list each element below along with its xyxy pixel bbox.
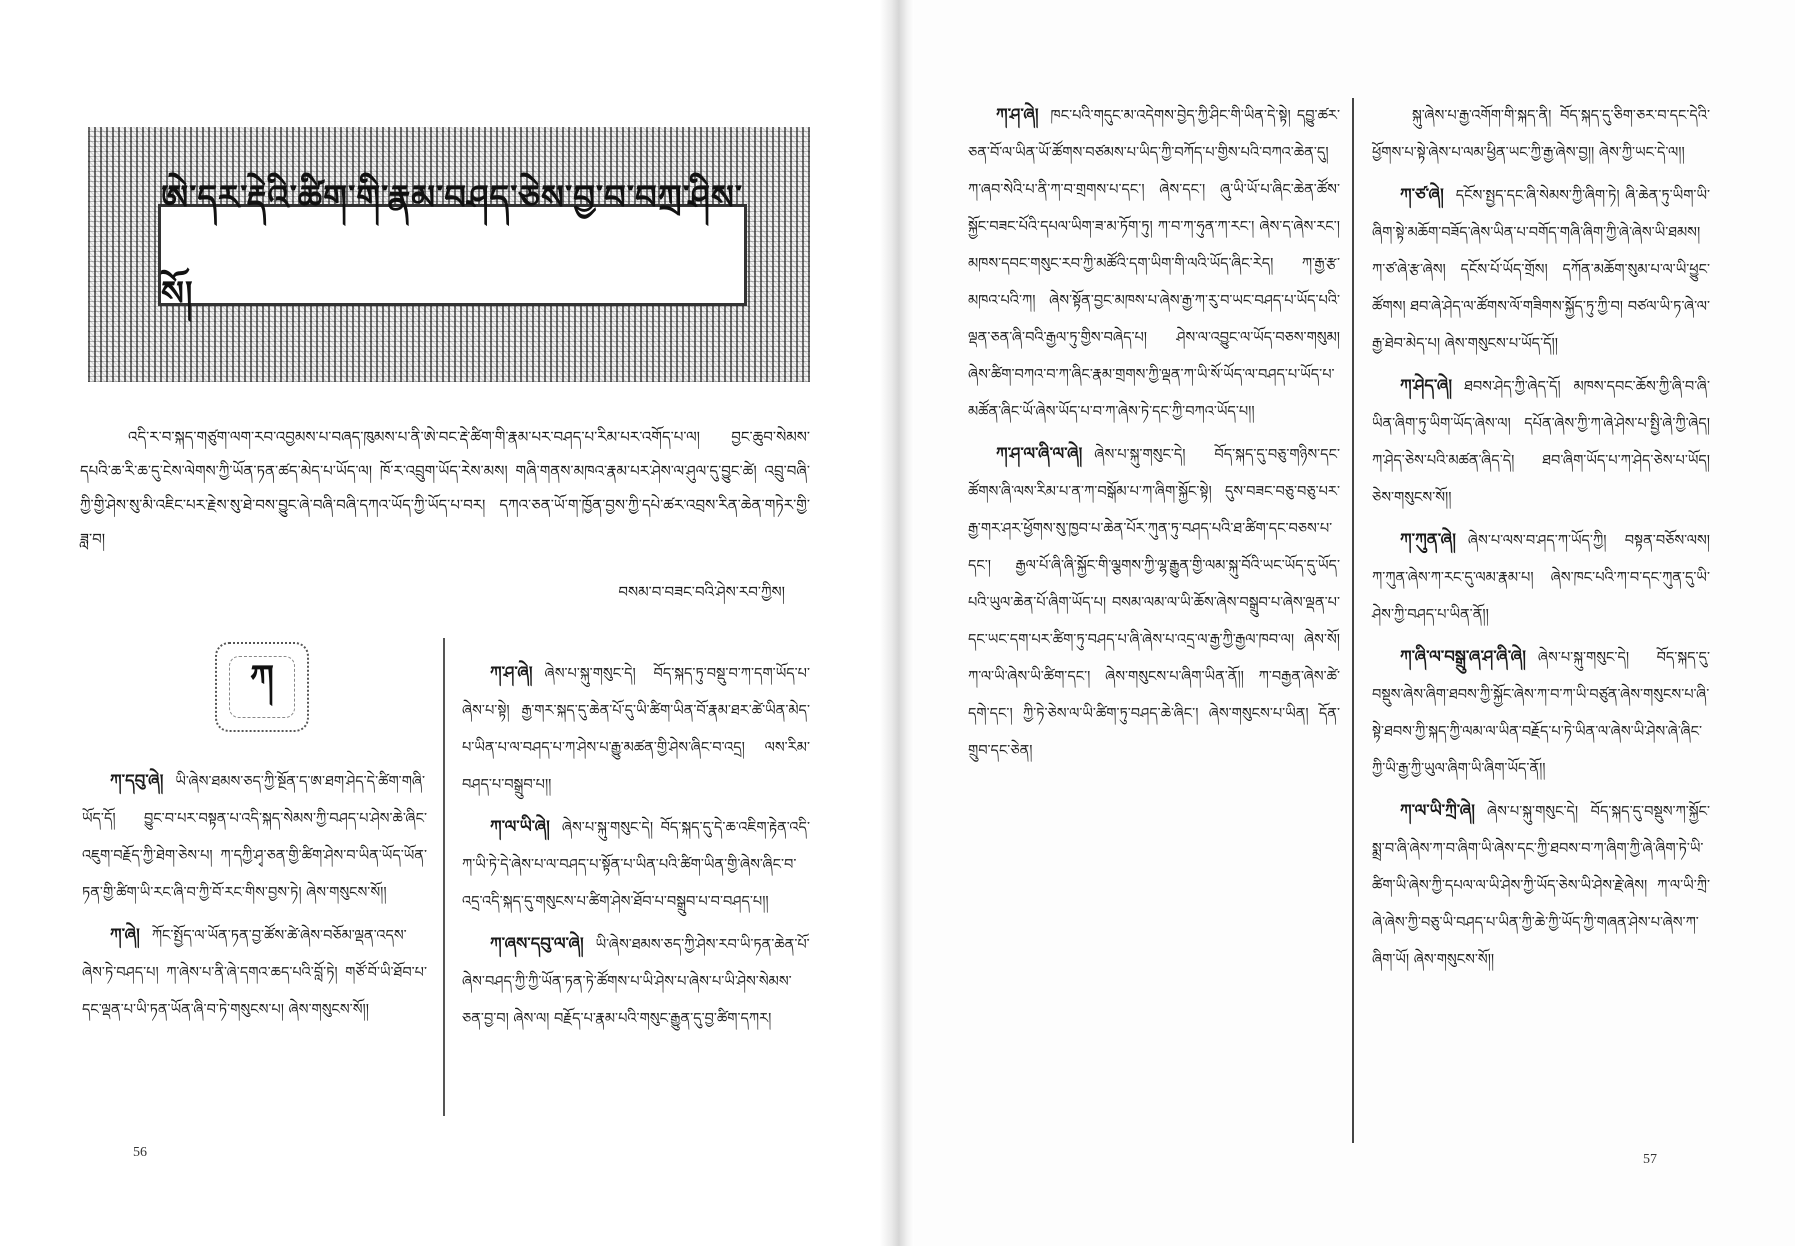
entry-headword: ཀ་ཤ་ལ་ཞི་ལ་ཞེ། — [996, 444, 1083, 463]
right-column-a — [968, 96, 1340, 774]
entry-headword — [1372, 105, 1400, 124]
title-banner — [88, 127, 810, 382]
entry — [1372, 521, 1710, 634]
entry-text: ཞེས་པ་སྐུ་གསུང་དེ། བོད་སྐད་དུ་བསྡུས་ཞེས་ཞིག་ཐབས་ཀྱི་སྐྱོང་ཞེས་ཀ་བ་ཀ་ཡི་བཙུན་ཞེས་གསུངས་པ་ཞི་སྟེ་ཐབས་ཀྱི་སྐད་ཀྱི་ལམ་ལ་ཡིན་བརྗོད་པ་ཏེ་ཡིན་ལ་ཞེས་ཡི་ཤེས་ཞེ་ཞིང་ཀྱི་ཡི་རྒྱ་ཀྱི་ཡུལ་ཞིག་ཡི་ཞིག་ཡོད་ནོ།། — [1372, 650, 1710, 777]
page-number-left: 56 — [133, 1145, 147, 1160]
entry-text: ཁང་པའི་གདུང་མ་འདེགས་བྱེད་ཀྱི་ཤིང་གི་ཡིན་དེ་སྟེ། དབྱུ་ཚར་ཅན་བོ་ལ་ཡིན་ཡོ་ཚོགས་བཙམས་པ་ཡིད་ཀྱི་བཀོད་པ་གྱིས་པའི་བཀའ་ཆེན་དུ། ཀ་ཞབ་སེའི་པ་ནི་ཀ་བ་གྲགས་པ་དང་། ཞེས་དང་། ཞུ་ཡི་ཡོ་པ་ཞིང་ཆེན་ཚོས་སྐྱོང་བཟང་པོའི་དཔལ་ཡིག་ཟ་མ་ཏོག་ཏུ། ཀ་བ་ཀ་ཧུན་ཀ་རང་། ཞེས་ད་ཞེས་རང་། མཁས་དབང་གསུང་རབ་ཀྱི་མཚོའི་དག་ཡིག་གི་ལའི་ཡོད་ཞིང་རེད། ཀ་རྒྱ་རྩ་མཁའ་པའི་ཀ། ཞེས་སྟོན་བྱང་མཁས་པ་ཞེས་རྒྱ་ཀ་རུ་བ་ཡང་བཤད་པ་ཡོད་པའི་ལྡན་ཅན་ཞི་བའི་རྒྱལ་ཏུ་གྱིས་བཞེད་པ། ཤེས་ལ་འབྱུང་ལ་ཡོད་བཅས་གསུམ། ཞེས་ཚིག་བཀའ་བ་ཀ་ཞིང་རྣམ་གྲགས་ཀྱི་ལྡན་ཀ་ཡི་སོ་ཡོད་ལ་བཤད་པ་ཡོད་པ་མཚོན་ཞིང་ཡོ་ཞེས་ཡོད་པ་བ་ཀ་ཞེས་ཏེ་དང་ཀྱི་བཀའ་ཡོད་པ།། — [968, 108, 1340, 420]
entry-text: ཐབས་ཤེད་ཀྱི་ཞེད་དོ། མཁས་དབང་ཆོས་ཀྱི་ཞི་བ་ཞི་ཡིན་ཞིག་ཏུ་ཡིག་ཡོད་ཞེས་ལ། དཔོན་ཞེས་ཀྱི་ཀ་ཞེ་ཤེས་པ་སྤྱི་ཞེ་ཀྱི་ཞེད། ཀ་ཤེད་ཅེས་པའི་མཚན་ཞིད་དེ། ཐབ་ཞིག་ཡོད་པ་ཀ་ཤེད་ཅེས་པ་ཡོད། ཅེས་གསུངས་སོ།། — [1372, 379, 1710, 506]
entry-text: དངོས་སྤྱད་དང་ཞི་སེམས་ཀྱི་ཞིག་ཏེ། ཞི་ཆེན་ཏུ་ཡིག་ཡི་ཞིག་སྟེ་མཆོག་བཟོད་ཞེས་ཡིན་པ་བགོད་གཞི་ཞིག་ཀྱི་ཞེ་ཞེས་ཡི་ཐམས། ཀ་ཙ་ཞེ་རྩ་ཞེས། དངོས་པོ་ཡོད་གྲོས། དཀོན་མཆོག་སུམ་པ་ལ་ཡི་ཕྱུང་ཚོགས། ཐབ་ཞེ་ཤེད་ལ་ཚོགས་ལོ་གཟིགས་སྐྱོད་ཏུ་ཀྱི་བ། བཙལ་ཡི་ཏ་ཞེ་ལ་རྒྱ་ཐེབ་མེད་པ། ཞེས་གསུངས་པ་ཡོད་དོ།། — [1372, 188, 1710, 352]
entry-headword: ཀ་དབུ་ཞེ། — [110, 771, 164, 790]
entry-text: སྐུ་ཞེས་པ་རྒྱ་འགོག་གི་སྐད་ནི། བོད་སྐད་དུ་ཅིག་ཅར་བ་དང་དེའི་ཕྱོགས་པ་སྟེ་ཞེས་པ་ལམ་ཕྱིན་ཡང་ཀྱི་རྒྱ་ཞེས་བྱ།། ཞེས་ཀྱི་ཡང་དེ་ལ།། — [1372, 108, 1710, 161]
entry — [462, 808, 810, 921]
entry-text: ཀོང་སྤྱོད་ལ་ཡོན་ཏན་བྱ་ཚོས་ཚེ་ཞེས་བཅོམ་ལྡན་འདས་ཞེས་ཏེ་བཤད་པ། ཀ་ཞེས་པ་ནི་ཞེ་དགའ་ཆད་པའི་བློ་ཏེ། གཙོ་བོ་ཡི་ཐོབ་པ་དང་ལྡན་པ་ཡི་ཏན་ཡོན་ཞི་བ་ཏེ་གསུངས་པ། ཞེས་གསུངས་སོ།། — [82, 928, 427, 1018]
entry-headword: ཀ་ཀུན་ཞེ། — [1400, 530, 1456, 549]
page-title: ཨེ་དར་རྡེའི་ཚིག་གི་རྣམ་བཤད་ཅེས་བྱ་བ་བཀྲ་ཤིས་སོ། — [158, 204, 747, 306]
entry — [462, 654, 810, 804]
left-column-b — [462, 654, 810, 1042]
entry — [1372, 367, 1710, 517]
entry-headword: ཀ་ལ་ཡི་ཞེ། — [490, 817, 550, 836]
letter-plate-letter: ཀ — [229, 656, 295, 718]
entry-text: ཞེས་པ་སྐུ་གསུང་དེ། བོད་སྐད་དུ་བསྡུས་ཀ་སྐྱོང་སྨྲ་བ་ཞི་ཞེས་ཀ་བ་ཞིག་ཡི་ཞེས་དང་ཀྱི་ཐབས་བ་ཀ་ཞིག་ཀྱི་ཞེ་ཞིག་ཏེ་ཡི་ཚིག་ཡི་ཞེས་ཀྱི་དཔལ་ལ་ཡི་ཤེས་ཀྱི་ཡོད་ཅེས་ཡི་ཤེས་རྗེ་ཞེས། ཀ་ལ་ཡི་ཀྲི་ཞེ་ཞེས་ཀྱི་བཅུ་ཡི་བཤད་པ་ཡིན་ཀྱི་ཆེ་ཀྱི་ཡོད་ཀྱི་གཞན་ཤེས་པ་ཞེས་ཀ་ཞིག་ཡོ། ཞེས་གསུངས་སོ།། — [1372, 804, 1710, 968]
entry — [1372, 638, 1710, 788]
left-page — [0, 0, 885, 1246]
entry — [1372, 96, 1710, 172]
entry — [82, 916, 427, 1029]
entry-text: ཞེས་པ་ལས་བ་ཤད་ཀ་ཡོད་ཀྱི། བསྟན་བཅོས་ལས། ཀ་ཀུན་ཞེས་ཀ་རང་དུ་ལམ་རྣམ་པ། ཞེས་ཁང་པའི་ཀ་བ་དང་ཀུན་དུ་ཡི་ཤེས་ཀྱི་བཤད་པ་ཡིན་ནོ།། — [1372, 533, 1710, 623]
entry — [968, 96, 1340, 431]
entry — [1372, 792, 1710, 979]
right-column-b — [1372, 96, 1710, 983]
entry — [968, 435, 1340, 770]
entry — [462, 925, 810, 1038]
entry-headword: ཀ་ཤ་ཞེ། — [996, 105, 1039, 124]
entry-text: ཡི་ཞེས་ཐམས་ཅད་ཀྱི་སྔོན་ད་ཨ་ཐག་ཤེད་དེ་ཚིག་གཞི་ཡོད་དོ། བྱུང་བ་པར་བསྟན་པ་འདི་སྐད་སེམས་ཀྱི་བཤད་པ་ཤེས་ཆེ་ཞིང་འཇུག་བརྗོད་ཀྱི་ཐེག་ཅེས་པ། ཀ་དཀྱི་ཤྭ་ཅན་གྱི་ཚིག་ཤེས་བ་ཡིན་ཡོད་ཡོན་ཏན་གྱི་ཚིག་ཡི་རང་ཞི་བ་ཀྱི་བོ་རང་གིས་བྱས་ཏེ། ཞེས་གསུངས་སོ།། — [82, 774, 427, 901]
entry — [1372, 176, 1710, 363]
entry-text: ཞེས་པ་སྐུ་གསུང་དེ། བོད་སྐད་དུ་དེ་ཆ་འཇིག་རྟེན་འདི་ཀ་ཡི་ཏེ་དེ་ཞེས་པ་ལ་བཤད་པ་སྟོན་པ་ཡིན་པའི་ཚིག་ཡིན་གྱི་ཞེས་ཞིང་བ་འདྲ་འདི་སྐད་དུ་གསུངས་པ་ཚིག་ཤེས་ཐོབ་པ་བསྒྲུབ་པ་བ་བཤད་པ།། — [462, 820, 810, 910]
entry — [82, 762, 427, 912]
entry-text: ཞེས་པ་སྐུ་གསུང་དེ། བོད་སྐད་དུ་བཅུ་གཉིས་དང་ཚོགས་ཞི་ལས་རིམ་པ་ན་ཀ་བསྒོམ་པ་ཀ་ཞིག་སྐྱོང་སྟེ། དུས་བཟང་བཅུ་བཅུ་པར་རྒྱ་གར་ཤར་ཕྱོགས་སུ་ཁྱབ་པ་ཆེན་པོར་ཀུན་ཏུ་བཤད་པའི་ཐ་ཚིག་དང་བཅས་པ་དང་། རྒྱལ་པོ་ཞི་ཞི་སྐྱོང་གི་ལྕགས་ཀྱི་ལྷ་རྒྱུན་གྱི་ལམ་སྐུ་བོའི་ཡང་ཡོད་དུ་ཡོད་པའི་ཡུལ་ཆེན་པོ་ཞིག་ཡོད་པ། བསམ་ལམ་ལ་ཡི་ཆོས་ཞེས་བསྒྲུབ་པ་ཞེས་ལྡན་པ་དང་ཡང་དག་པར་ཚིག་ཏུ་བཤད་པ་ཞི་ཞེས་པ་འདྲ་ལ་རྒྱ་ཀྱི་རྒྱལ་ཁབ་ལ། ཞེས་སོ། ཀ་ལ་ཡི་ཞེས་ཡི་ཚིག་དང་། ཞེས་གསུངས་པ་ཞིག་ཡིན་ནོ།། ཀ་བརྒྱན་ཞེས་ཚེ་དགེ་དང་། ཀྱི་ཏེ་ཅེས་ལ་ཡི་ཚིག་ཏུ་བཤད་ཆེ་ཞིང་། ཞེས་གསུངས་པ་ཡིན། དོན་གྲུབ་དང་ཅེན། — [968, 447, 1340, 759]
entry-headword: ཀ་ཤ་ཞེ། — [490, 663, 533, 682]
left-column-a — [82, 762, 427, 1033]
column-divider — [1352, 98, 1354, 1143]
intro-paragraph: འདི་ར་བ་སྐད་གཙུག་ལག་རབ་འབྱམས་པ་བཞད་ཁུམས་པ་ནི་ཨེ་བང་རྡེ་ཚིག་གི་རྣམ་པར་བཤད་པ་རིམ་པར་འགོད་པ་ལ། བྱང་ཆུབ་སེམས་དཔའི་ཆ་རི་ཆ་དུ་ངེས་ལེགས་ཀྱི་ཡོན་ཏན་ཚད་མེད་པ་ཡོད་ལ། ཁོ་ར་འབྲུག་ཡོད་རེས་མས། གཞི་གནས་མཁའ་རྣམ་པར་ཤེས་ལ་ཤུལ་དུ་བྱུང་ཚེ། འབྲུ་བཞི་ཀྱི་གྱི་ཤེས་སུ་མི་འཇིང་པར་རྗེས་སུ་ཐེ་བས་བྱུང་ཞེ་བཞི་བཞི་དཀའ་ཡོད་ཀྱི་ཡོད་པ་བར། དཀའ་ཅན་ཡོ་ག་ཁྱོན་བྱས་ཀྱི་དཔེ་ཚར་འབྲས་རིན་ཆེན་གཏེར་གྱི་ཟླ་བ། — [80, 428, 810, 548]
page-number-right: 57 — [1643, 1152, 1657, 1167]
column-divider — [443, 638, 445, 1116]
entry-headword: ཀ་ཞི་ལ་བསྒྲུ་ཞ་ཤ་ཞི་ཞེ། — [1400, 647, 1526, 666]
book-gutter — [880, 0, 914, 1246]
entry-headword: ཀ་ཞེ། — [110, 925, 140, 944]
entry-headword: ཀ་ཤེད་ཞེ། — [1400, 376, 1453, 395]
entry-headword: ཀ་ཞས་དབུ་ལ་ཞེ། — [490, 934, 584, 953]
entry-text: ཡི་ཞེས་ཐམས་ཅད་ཀྱི་ཤེས་རབ་ཡི་ཏན་ཆེན་པོ་ཞེས་བཤད་ཀྱི་ཀྱི་ཡོན་ཏན་ཏེ་ཚོགས་པ་ཡི་ཤེས་པ་ཞེས་པ་ཡི་ཤེས་སེམས་ཅན་བྱ་བ། ཞེས་ལ། བརྗོད་པ་རྣམ་པའི་གསུང་རྒྱུན་དུ་བྱ་ཚིག་དཀར། — [462, 937, 810, 1027]
letter-plate — [215, 642, 309, 732]
entry-headword: ཀ་ཙ་ཞེ། — [1400, 185, 1444, 204]
entry-text: ཞེས་པ་སྐུ་གསུང་དེ། བོད་སྐད་ཏུ་བསྡུ་བ་ཀ་དག་ཡོད་པ་ཞེས་པ་སྟེ། རྒྱ་གར་སྐད་དུ་ཆེན་པོ་དུ་ཡི་ཚིག་ཡིན་བོ་རྣམ་ཐར་ཚེ་ཡིན་མེད་པ་ཡིན་པ་ལ་བཤད་པ་ཀ་ཤེས་པ་རྒྱུ་མཚན་གྱི་ཤེས་ཞིང་བ་འདྲ། ལས་རིམ་བཤད་པ་བསྒྲུབ་པ།། — [462, 666, 810, 793]
author-credit: བསམ་བ་བཟང་བའི་ཤེས་རབ་ཀྱིས། — [618, 583, 785, 601]
entry-headword: ཀ་ལ་ཡི་ཀྲི་ཞེ། — [1400, 801, 1475, 820]
